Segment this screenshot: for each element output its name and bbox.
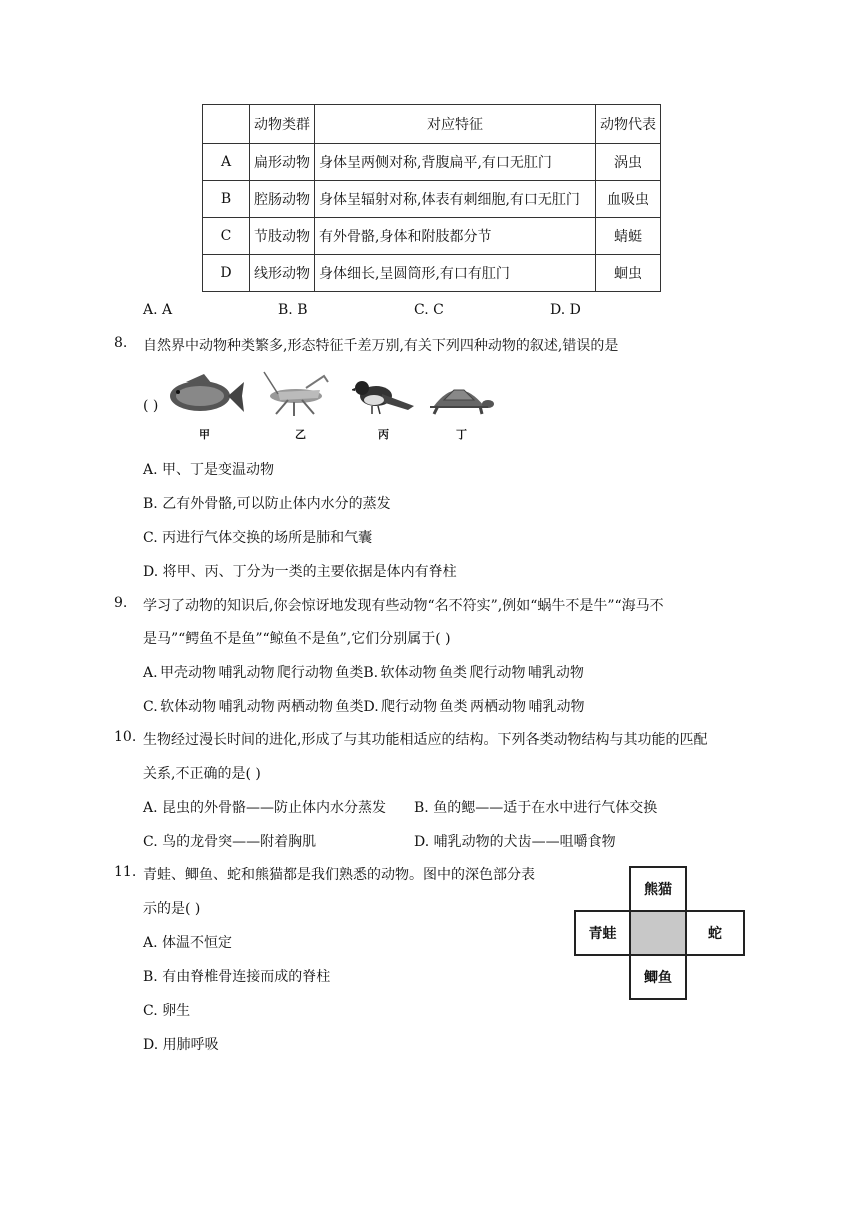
table-cell: 有外骨骼,身体和附肢都分节 — [315, 218, 596, 255]
table-cell: 腔肠动物 — [250, 181, 315, 218]
q10-number: 10. — [114, 729, 137, 745]
table-cell: A — [203, 144, 250, 181]
q8-option-d[interactable]: D. 将甲、丙、丁分为一类的主要依据是体内有脊柱 — [143, 564, 457, 580]
caption-jia: 甲 — [199, 428, 210, 441]
caption-yi: 乙 — [295, 428, 306, 441]
q10-option-c[interactable]: C. 鸟的龙骨突——附着胸肌 — [143, 834, 317, 850]
q10-option-d[interactable]: D. 哺乳动物的犬齿——咀嚼食物 — [414, 834, 616, 850]
q10-stem-line1: 生物经过漫长时间的进化,形成了与其功能相适应的结构。下列各类动物结构与其功能的匹配 — [143, 732, 708, 748]
table-header-row — [203, 105, 661, 144]
diagram-box-panda: 熊猫 — [629, 866, 687, 912]
caption-bing: 丙 — [378, 428, 389, 441]
table-cell: 涡虫 — [596, 144, 661, 181]
table-row — [203, 218, 661, 255]
q7-option-d[interactable]: D. D — [550, 302, 581, 318]
animal-groups-table — [202, 104, 661, 292]
fish-image — [164, 372, 246, 418]
table-header-cell: 动物类群 — [250, 105, 315, 144]
q10-stem-line2: 关系,不正确的是( ) — [143, 766, 261, 782]
turtle-image — [424, 380, 494, 416]
q11-option-b[interactable]: B. 有由脊椎骨连接而成的脊柱 — [143, 969, 331, 985]
q9-stem-line1: 学习了动物的知识后,你会惊讶地发现有些动物“名不符实”,例如“蜗牛不是牛”“海马不 — [143, 598, 664, 614]
grasshopper-image — [258, 368, 330, 418]
q9-stem-line2: 是马”“鳄鱼不是鱼”“鲸鱼不是鱼”,它们分别属于( ) — [143, 631, 451, 647]
table-cell: C — [203, 218, 250, 255]
bird-image — [352, 376, 416, 416]
table-header-cell: 对应特征 — [315, 105, 596, 144]
q11-number: 11. — [114, 864, 137, 880]
q8-answer-paren: ( ) — [143, 398, 159, 414]
q10-option-a[interactable]: A. 昆虫的外骨骼——防止体内水分蒸发 — [143, 800, 387, 816]
table-cell: 节肢动物 — [250, 218, 315, 255]
q11-option-a[interactable]: A. 体温不恒定 — [143, 935, 233, 951]
table-header-cell — [203, 105, 250, 144]
diagram-box-crucian-carp: 鲫鱼 — [629, 954, 687, 1000]
diagram-box-frog: 青蛙 — [574, 910, 631, 956]
table-row — [203, 144, 661, 181]
q11-option-d[interactable]: D. 用肺呼吸 — [143, 1037, 219, 1053]
table-cell: 蛔虫 — [596, 255, 661, 292]
table-cell: 身体呈辐射对称,体表有刺细胞,有口无肛门 — [315, 181, 596, 218]
q10-option-b[interactable]: B. 鱼的鳃——适于在水中进行气体交换 — [414, 800, 658, 816]
table-cell: 身体细长,呈圆筒形,有口有肛门 — [315, 255, 596, 292]
table-cell: 身体呈两侧对称,背腹扁平,有口无肛门 — [315, 144, 596, 181]
table-cell: 线形动物 — [250, 255, 315, 292]
q9-options-row2[interactable]: C. 软体动物 哺乳动物 两栖动物 鱼类D. 爬行动物 鱼类 两栖动物 哺乳动物 — [143, 699, 585, 715]
table-header-cell: 动物代表 — [596, 105, 661, 144]
table-cell: D — [203, 255, 250, 292]
q8-option-b[interactable]: B. 乙有外骨骼,可以防止体内水分的蒸发 — [143, 496, 391, 512]
table-cell: B — [203, 181, 250, 218]
diagram-box-overlap — [629, 910, 687, 956]
q11-stem-line2: 示的是( ) — [143, 901, 201, 917]
q8-number: 8. — [114, 335, 128, 351]
table-row — [203, 255, 661, 292]
table-row — [203, 181, 661, 218]
q11-stem-line1: 青蛙、鲫鱼、蛇和熊猫都是我们熟悉的动物。图中的深色部分表 — [143, 867, 535, 883]
q9-number: 9. — [114, 595, 128, 611]
table-cell: 蜻蜓 — [596, 218, 661, 255]
table-cell: 扁形动物 — [250, 144, 315, 181]
q7-option-b[interactable]: B. B — [278, 302, 308, 318]
caption-ding: 丁 — [456, 428, 467, 441]
q8-stem: 自然界中动物种类繁多,形态特征千差万别,有关下列四种动物的叙述,错误的是 — [143, 338, 619, 354]
q8-option-a[interactable]: A. 甲、丁是变温动物 — [143, 462, 275, 478]
q9-options-row1[interactable]: A. 甲壳动物 哺乳动物 爬行动物 鱼类B. 软体动物 鱼类 爬行动物 哺乳动物 — [143, 665, 584, 681]
table-cell: 血吸虫 — [596, 181, 661, 218]
q7-option-c[interactable]: C. C — [414, 302, 444, 318]
q8-option-c[interactable]: C. 丙进行气体交换的场所是肺和气囊 — [143, 530, 373, 546]
diagram-box-snake: 蛇 — [685, 910, 745, 956]
q7-option-a[interactable]: A. A — [143, 302, 173, 318]
q11-option-c[interactable]: C. 卵生 — [143, 1003, 191, 1019]
